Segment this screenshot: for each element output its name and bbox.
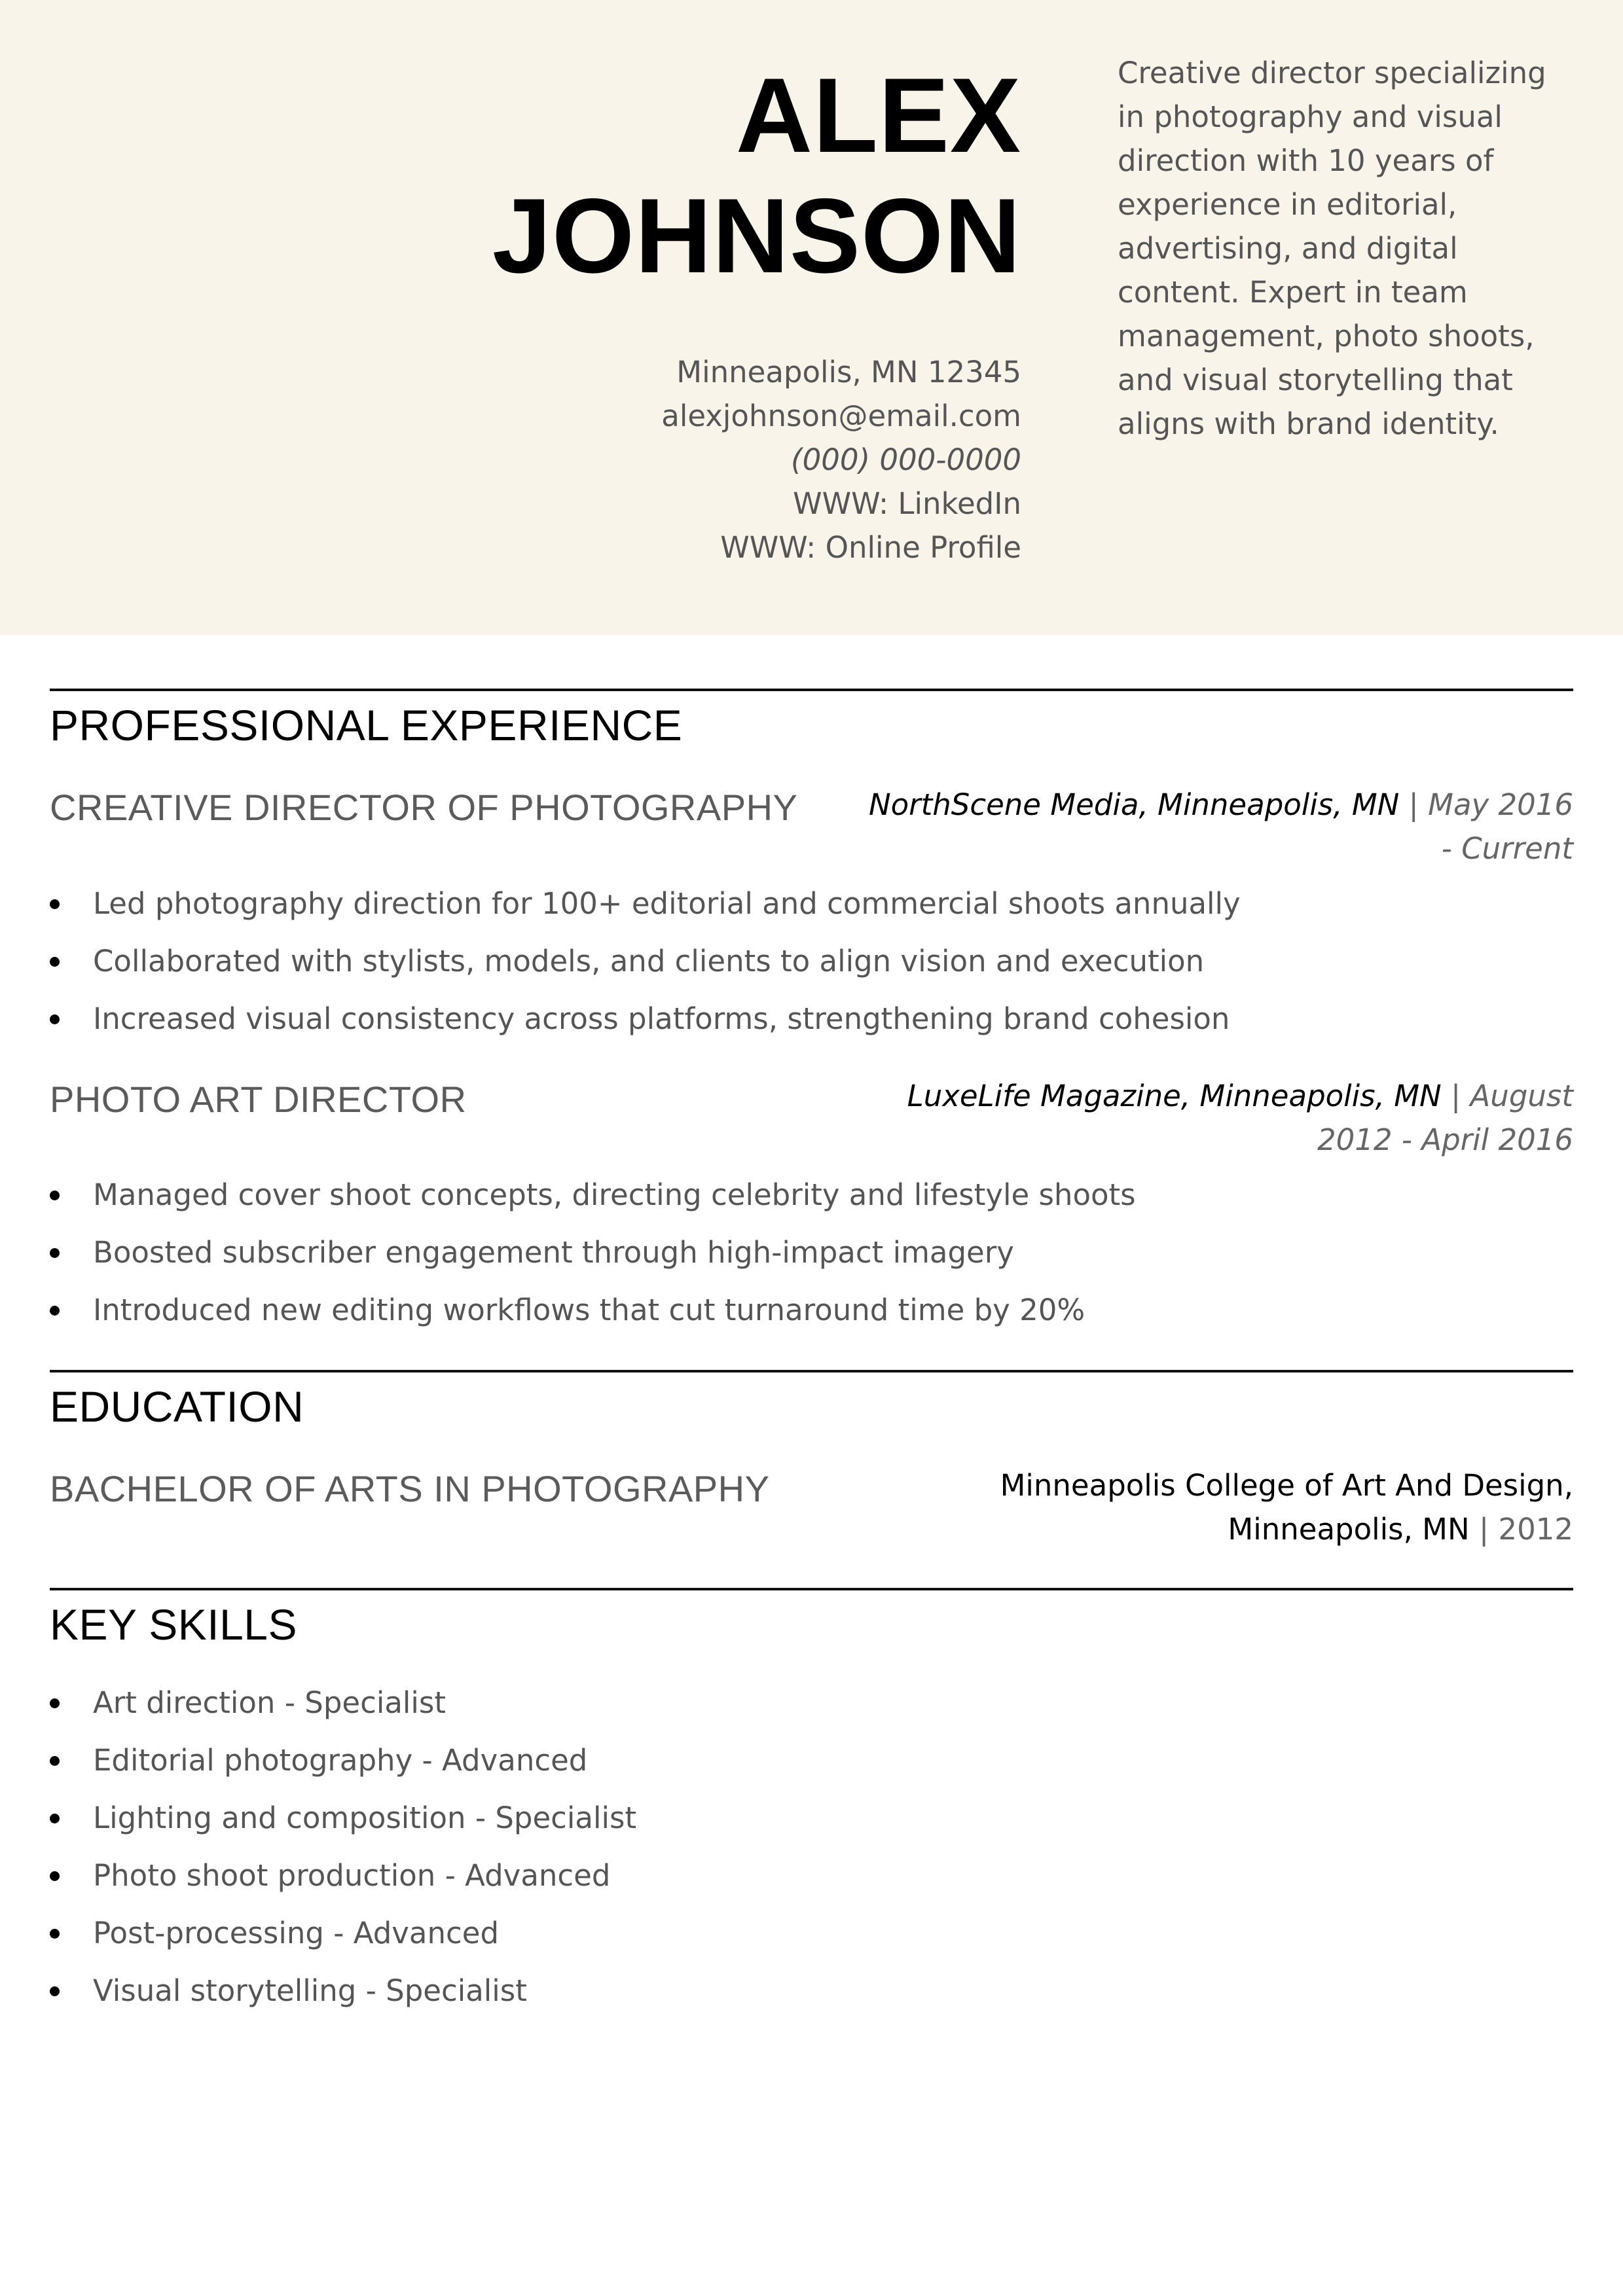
list-item: Introduced new editing workflows that cut turnaround time by 20% (50, 1282, 1136, 1339)
skills-list (50, 1674, 636, 2020)
list-item: Visual storytelling - Specialist (50, 1962, 636, 2020)
job-company: LuxeLife Magazine, Minneapolis, MN (907, 1079, 1442, 1113)
job-meta (853, 783, 1573, 870)
list-item: Managed cover shoot concepts, directing celebrity and lifestyle shoots (50, 1166, 1136, 1224)
job-company: NorthScene Media, Minneapolis, MN (868, 787, 1400, 822)
skills-heading: KEY SKILLS (50, 1600, 298, 1649)
list-item: Post-processing - Advanced (50, 1905, 636, 1962)
graduation-year: 2012 (1498, 1512, 1573, 1547)
experience-heading: PROFESSIONAL EXPERIENCE (50, 701, 683, 749)
section-divider (50, 1588, 1573, 1590)
last-name: JOHNSON (492, 177, 1021, 295)
contact-info (393, 350, 1021, 569)
job-bullets (50, 1166, 1136, 1339)
school-name: Minneapolis College of Art And Design, (1000, 1468, 1573, 1503)
list-item: Art direction - Specialist (50, 1674, 636, 1732)
section-divider (50, 1370, 1573, 1372)
job-dates: May 2016 - Current (1428, 787, 1573, 866)
job-meta (853, 1074, 1573, 1162)
address: Minneapolis, MN 12345 (676, 355, 1021, 389)
list-item: Photo shoot production - Advanced (50, 1847, 636, 1905)
list-item: Collaborated with stylists, models, and clients to align vision and execution (50, 933, 1241, 990)
list-item: Increased visual consistency across platforms, strengthening brand cohesion (50, 990, 1241, 1048)
meta-separator: | (1451, 1079, 1461, 1113)
meta-separator: | (1408, 787, 1419, 822)
education-meta (788, 1463, 1573, 1551)
degree-title: BACHELOR OF ARTS IN PHOTOGRAPHY (50, 1468, 770, 1509)
meta-separator: | (1478, 1512, 1489, 1547)
job-dates: August 2012 - April 2016 (1317, 1079, 1573, 1157)
professional-summary: Creative director specializing in photography and visual direction with 10 years of experience in editorial, advertising, and digital content. Expert in team management, photo shoots, and visual storytelling that aligns with brand identity. (1118, 56, 1546, 441)
job-title: CREATIVE DIRECTOR OF PHOTOGRAPHY (50, 787, 798, 828)
list-item: Led photography direction for 100+ editorial and commercial shoots annually (50, 875, 1241, 933)
list-item: Editorial photography - Advanced (50, 1732, 636, 1789)
education-heading: EDUCATION (50, 1382, 304, 1431)
online-profile-link[interactable]: WWW: Online Profile (720, 530, 1021, 565)
school-location: Minneapolis, MN (1228, 1512, 1470, 1547)
candidate-name (393, 56, 1021, 296)
job-title: PHOTO ART DIRECTOR (50, 1079, 467, 1120)
linkedin-link[interactable]: WWW: LinkedIn (793, 486, 1021, 521)
phone: (000) 000-0000 (791, 442, 1021, 477)
list-item: Boosted subscriber engagement through high-impact imagery (50, 1224, 1136, 1282)
list-item: Lighting and composition - Specialist (50, 1789, 636, 1847)
header-band (0, 0, 1623, 635)
section-divider (50, 689, 1573, 691)
first-name: ALEX (735, 56, 1021, 175)
email[interactable]: alexjohnson@email.com (661, 399, 1021, 433)
job-bullets (50, 875, 1241, 1048)
